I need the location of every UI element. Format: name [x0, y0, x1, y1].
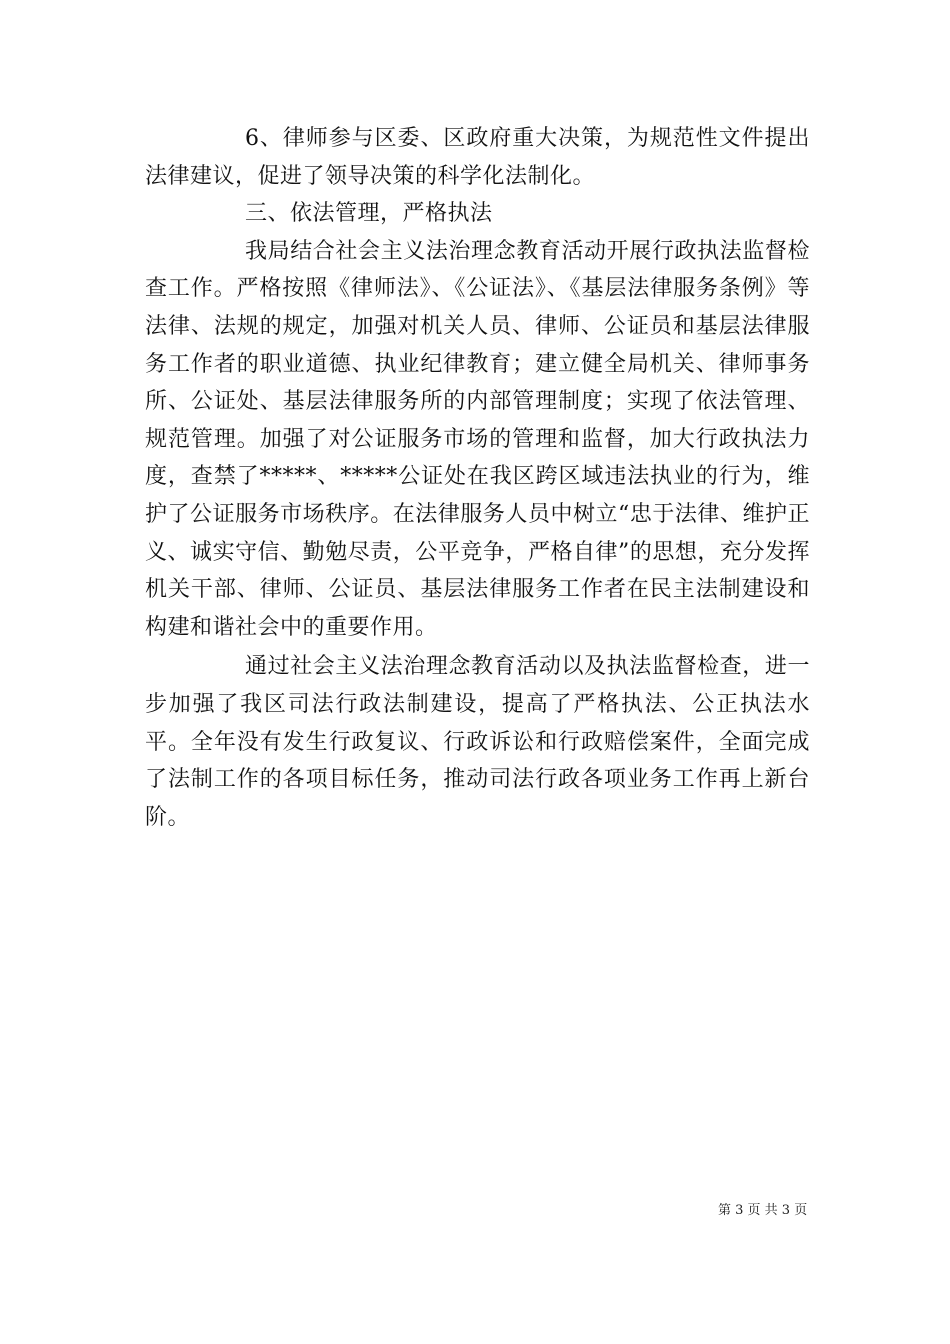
paragraph-conclusion: 通过社会主义法治理念教育活动以及执法监督检查，进一步加强了我区司法行政法制建设，提高了严格执法、公正执法水平。全年没有发生行政复议、行政诉讼和行政赔偿案件，全面完成了法制工作的各项目标任务，推动司法行政各项业务工作再上新台阶。 — [145, 654, 810, 830]
section-heading: 三、依法管理，严格执法 — [245, 201, 493, 227]
paragraph-item-6: 6、律师参与区委、区政府重大决策，为规范性文件提出法律建议，促进了领导决策的科学化法制化。 — [145, 126, 810, 189]
paragraph-section-body: 我局结合社会主义法治理念教育活动开展行政执法监督检查工作。严格按照《律师法》、《公证法》、《基层法律服务条例》等法律、法规的规定，加强对机关人员、律师、公证员和基层法律服务工作者的职业道德、执业纪律教育；建立健全局机关、律师事务所、公证处、基层法律服务所的内部管理制度；实现了依法管理、规范管理。加强了对公证服务市场的管理和监督，加大行政执法力度，查禁了*****、*****公证处在我区跨区域违法执业的行为，维护了公证服务市场秩序。在法律服务人员中树立“忠于法律、维护正义、诚实守信、勤勉尽责，公平竞争，严格自律”的思想，充分发挥机关干部、律师、公证员、基层法律服务工作者在民主法制建设和构建和谐社会中的重要作用。 — [145, 238, 810, 640]
page-number-footer: 第 3 页 共 3 页 — [718, 1203, 808, 1218]
document-body — [145, 120, 810, 836]
